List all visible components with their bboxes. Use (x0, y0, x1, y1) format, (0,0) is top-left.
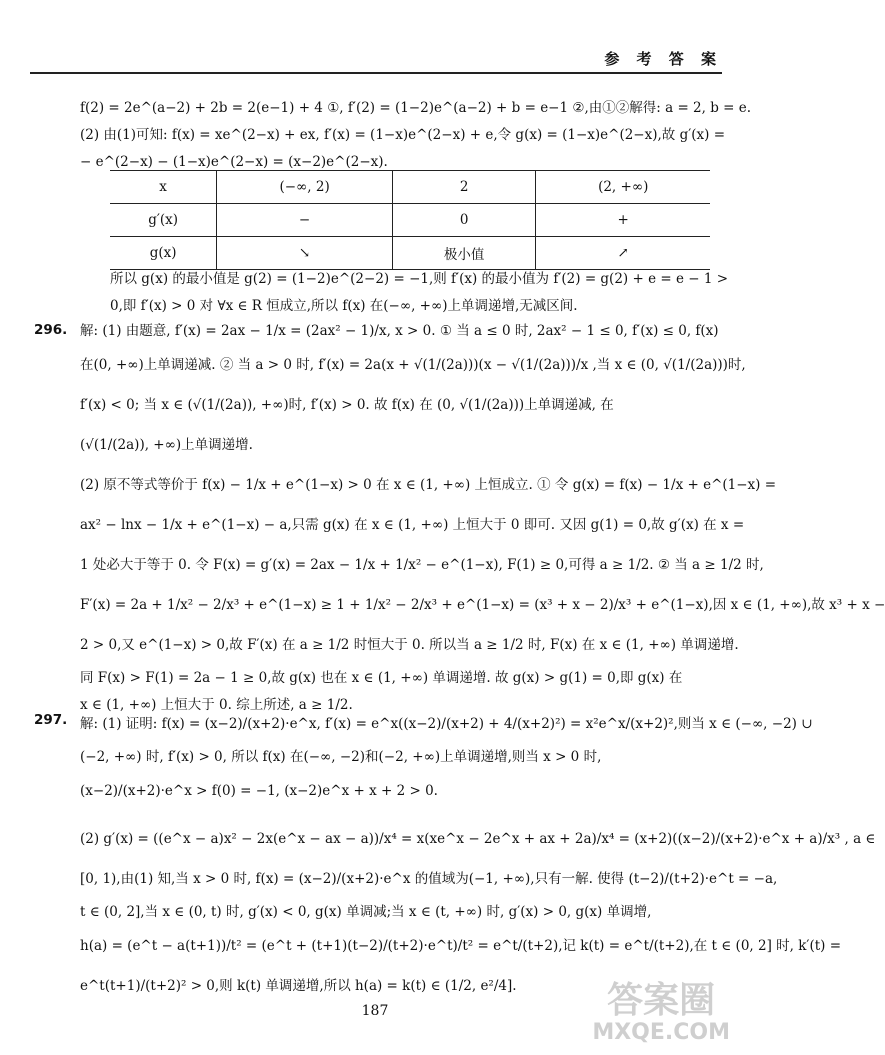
text-line: 解: (1) 证明: f(x) = (x−2)/(x+2)·e^x, f′(x) = e^x((x−2)/(x+2) + 4/(x+2)²) = x²e^x/(x+2)²,则当 x ∈ (−∞, −2) ∪ (80, 716, 813, 732)
intro-block (80, 95, 752, 176)
text-line: 在(0, +∞)上单调递减. ② 当 a > 0 时, f′(x) = 2a(x + √(1/(2a)))(x − √(1/(2a)))/x ,当 x ∈ (0, √(1/(2a)))时, (80, 357, 746, 373)
page-number: 187 (361, 1003, 389, 1019)
intro-line: (2) 由(1)可知: f(x) = xe^(2−x) + ex, f′(x) = (1−x)e^(2−x) + e,令 g(x) = (1−x)e^(2−x),故 g′(x) = (80, 127, 726, 143)
text-line: 同 F(x) > F(1) = 2a − 1 ≥ 0,故 g(x) 也在 x ∈ (1, +∞) 单调递增. 故 g(x) > g(1) = 0,即 g(x) 在 (80, 670, 683, 686)
text-line: (2) g′(x) = ((e^x − a)x² − 2x(e^x − ax − a))/x⁴ = x(xe^x − 2e^x + ax + 2a)/x⁴ = (x+2)((x−2)/(x+2)·e^x + a)/x³ , a ∈ (80, 831, 876, 847)
table-cell: (2, +∞) (536, 171, 710, 204)
table-cell: g(x) (110, 237, 217, 270)
text-line: ax² − lnx − 1/x + e^(1−x) − a,只需 g(x) 在 x ∈ (1, +∞) 上恒大于 0 即可. 又因 g(1) = 0,故 g′(x) 在 x = (80, 517, 745, 533)
text-line: (2) 原不等式等价于 f(x) − 1/x + e^(1−x) > 0 在 x ∈ (1, +∞) 上恒成立. ① 令 g(x) = f(x) − 1/x + e^(1−x) = (80, 477, 777, 493)
table-cell: g′(x) (110, 204, 217, 237)
table-cell: 0 (392, 204, 535, 237)
intro-line: f(2) = 2e^(a−2) + 2b = 2(e−1) + 4 ①, f′(2) = (1−2)e^(a−2) + b = e−1 ②,由①②解得: a = 2, b = e. (80, 100, 752, 116)
text-line: e^t(t+1)/(t+2)² > 0,则 k(t) 单调递增,所以 h(a) = k(t) ∈ (1/2, e²/4]. (80, 978, 517, 994)
text-line: 0,即 f′(x) > 0 对 ∀x ∈ R 恒成立,所以 f(x) 在(−∞, +∞)上单调递增,无减区间. (110, 298, 578, 314)
sign-table (110, 170, 710, 270)
table-cell: 极小值 (392, 237, 535, 270)
table-cell: 2 (392, 171, 535, 204)
text-line: 所以 g(x) 的最小值是 g(2) = (1−2)e^(2−2) = −1,则 f′(x) 的最小值为 f′(2) = g(2) + e = e − 1 > (110, 271, 729, 287)
intro-line: − e^(2−x) − (1−x)e^(2−x) = (x−2)e^(2−x). (80, 154, 388, 170)
table-cell: − (217, 204, 393, 237)
problem-number-297: 297. (34, 712, 68, 728)
table-cell: ↘ (217, 237, 393, 270)
text-line: t ∈ (0, 2],当 x ∈ (0, t) 时, g′(x) < 0, g(x) 单调减;当 x ∈ (t, +∞) 时, g′(x) > 0, g(x) 单调增, (80, 904, 652, 920)
table-cell: x (110, 171, 217, 204)
text-line: 1 处必大于等于 0. 令 F(x) = g′(x) = 2ax − 1/x + 1/x² − e^(1−x), F(1) ≥ 0,可得 a ≥ 1/2. ② 当 a ≥ 1/2 时, (80, 557, 764, 573)
text-line: (−2, +∞) 时, f′(x) > 0, 所以 f(x) 在(−∞, −2)和(−2, +∞)上单调递增,则当 x > 0 时, (80, 749, 602, 765)
text-line: 解: (1) 由题意, f′(x) = 2ax − 1/x = (2ax² − 1)/x, x > 0. ① 当 a ≤ 0 时, 2ax² − 1 ≤ 0, f′(x) ≤ 0, f(x) (80, 323, 719, 339)
watermark-text: 答案圈 (607, 980, 716, 1021)
text-line: (√(1/(2a)), +∞)上单调递增. (80, 437, 253, 453)
watermark-url: MXQE.COM (592, 1020, 730, 1045)
text-line: f′(x) < 0; 当 x ∈ (√(1/(2a)), +∞)时, f′(x) > 0. 故 f(x) 在 (0, √(1/(2a)))上单调递减, 在 (80, 397, 614, 413)
text-line: F′(x) = 2a + 1/x² − 2/x³ + e^(1−x) ≥ 1 + 1/x² − 2/x³ + e^(1−x) = (x³ + x − 2)/x³ + e^(1−x),因 x ∈ (1, +∞),故 x³ + x − (80, 597, 885, 613)
after-table-block (110, 266, 729, 320)
table-row (110, 171, 710, 204)
table-row (110, 237, 710, 270)
watermark-logo (592, 981, 730, 1045)
table-cell: ↗ (536, 237, 710, 270)
text-line: 2 > 0,又 e^(1−x) > 0,故 F′(x) 在 a ≥ 1/2 时恒大于 0. 所以当 a ≥ 1/2 时, F(x) 在 x ∈ (1, +∞) 单调递增. (80, 637, 739, 653)
problem-296-block (80, 318, 885, 719)
text-line: x ∈ (1, +∞) 上恒大于 0. 综上所述, a ≥ 1/2. (80, 697, 353, 713)
text-line: (x−2)/(x+2)·e^x > f(0) = −1, (x−2)e^x + x + 2 > 0. (80, 783, 438, 799)
text-line: h(a) = (e^t − a(t+1))/t² = (e^t + (t+1)(t−2)/(t+2)·e^t)/t² = e^t/(t+2),记 k(t) = e^t/(t+2),在 t ∈ (0, 2] 时, k′(t) = (80, 938, 842, 954)
problem-297-block (80, 704, 876, 1006)
table-cell: (−∞, 2) (217, 171, 393, 204)
page-header-title: 参 考 答 案 (604, 50, 722, 68)
table-cell: + (536, 204, 710, 237)
header-rule (30, 72, 722, 74)
text-line: [0, 1),由(1) 知,当 x > 0 时, f(x) = (x−2)/(x+2)·e^x 的值域为(−1, +∞),只有一解. 使得 (t−2)/(t+2)·e^t = −a, (80, 871, 778, 887)
problem-number-296: 296. (34, 322, 68, 338)
table-row (110, 204, 710, 237)
